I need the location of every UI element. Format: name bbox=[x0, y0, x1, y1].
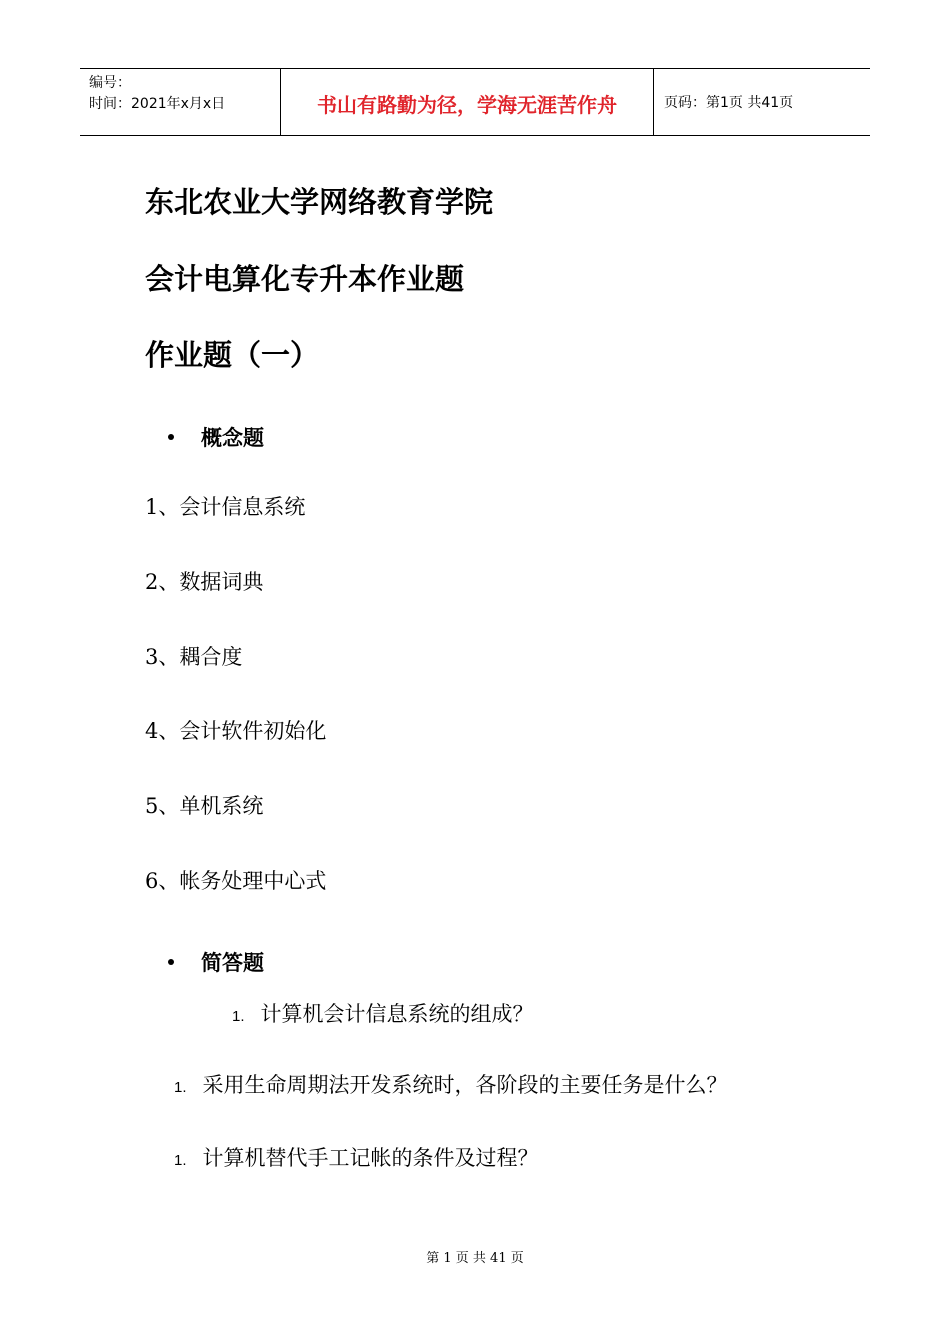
question-item bbox=[174, 1142, 539, 1172]
list-item: 1、会计信息系统 bbox=[145, 495, 306, 519]
question-text: 计算机会计信息系统的组成？ bbox=[260, 1002, 534, 1026]
section-heading-concepts bbox=[168, 422, 264, 452]
header-meta-cell bbox=[80, 69, 281, 135]
section-heading-text: 简答题 bbox=[201, 950, 264, 975]
bullet-icon bbox=[168, 434, 174, 440]
serial-label: 编号： bbox=[89, 75, 131, 91]
question-number: 1. bbox=[174, 1152, 187, 1169]
list-item: 2、数据词典 bbox=[145, 570, 264, 594]
question-number: 1. bbox=[232, 1008, 245, 1025]
motto-text: 书山有路勤为径，学海无涯苦作舟 bbox=[317, 92, 617, 117]
question-text: 计算机替代手工记帐的条件及过程？ bbox=[202, 1146, 539, 1170]
list-item: 4、会计软件初始化 bbox=[145, 719, 327, 743]
question-number: 1. bbox=[174, 1079, 187, 1096]
list-item: 6、帐务处理中心式 bbox=[145, 869, 327, 893]
school-title: 东北农业大学网络教育学院 bbox=[145, 185, 494, 219]
assignment-title: 作业题（一） bbox=[145, 338, 320, 372]
time-label: 时间：2021年x月x日 bbox=[89, 96, 226, 112]
section-heading-text: 概念题 bbox=[201, 425, 264, 450]
course-title: 会计电算化专升本作业题 bbox=[145, 262, 465, 296]
header-motto-cell bbox=[281, 69, 654, 135]
section-heading-short-answer bbox=[168, 947, 264, 977]
question-item bbox=[174, 1069, 728, 1099]
question-text: 采用生命周期法开发系统时，各阶段的主要任务是什么？ bbox=[202, 1073, 728, 1097]
question-item bbox=[232, 998, 534, 1028]
header-table bbox=[80, 68, 870, 136]
list-item: 3、耦合度 bbox=[145, 645, 243, 669]
list-item: 5、单机系统 bbox=[145, 794, 264, 818]
header-page-cell bbox=[654, 69, 870, 135]
page-info: 页码：第1页 共41页 bbox=[664, 95, 794, 111]
page-footer: 第 1 页 共 41 页 bbox=[426, 1251, 524, 1266]
bullet-icon bbox=[168, 959, 174, 965]
